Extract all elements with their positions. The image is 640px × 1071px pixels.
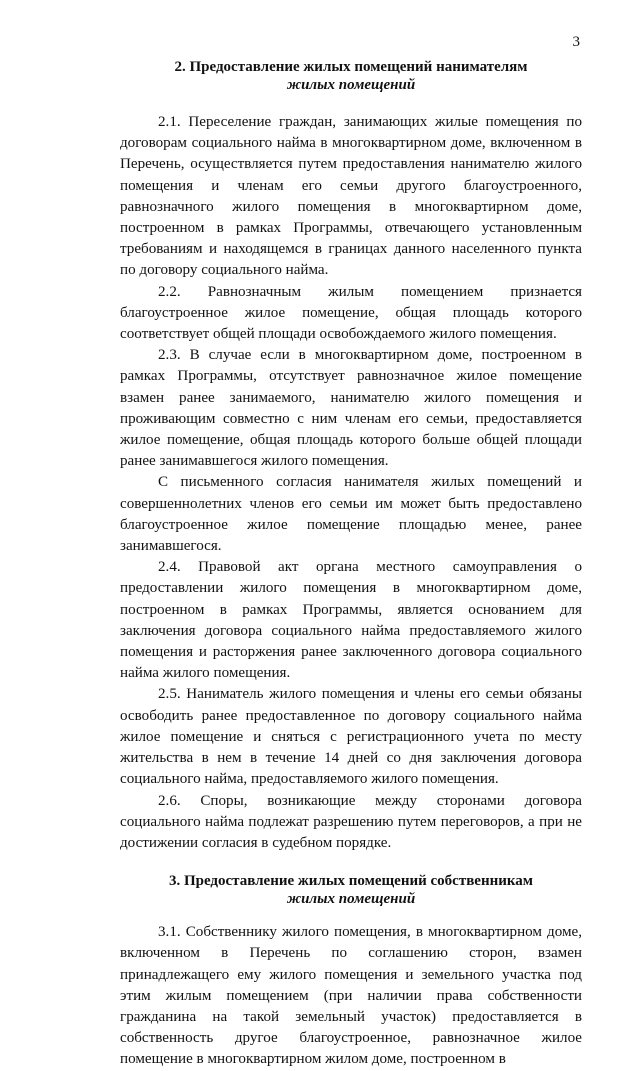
page-number: 3	[572, 34, 580, 50]
paragraph-2-3: 2.3. В случае если в многоквартирном доме, построенном в рамках Программы, отсутствует равнозначное жилое помещение взамен ранее занимаемого, нанимателю жилого помещения и проживающим совместно с ним членам его семьи, предоставляется жилое помещение, общая площадь которого больше общей площади ранее занимавшегося жилого помещения.	[120, 347, 582, 470]
paragraph-3-1: 3.1. Собственнику жилого помещения, в многоквартирном доме, включенном в Перечень по соглашению сторон, взамен принадлежащего ему жилого помещения и земельного участка под этим жилым помещением (при наличии права собственности гражданина на такой земельный участок) предоставляется в собственность другое благоустроенное, равнозначное жилое помещение в многоквартирном жилом доме, построенном в	[120, 924, 582, 1068]
paragraph-2-1: 2.1. Переселение граждан, занимающих жилые помещения по договорам социального найма в многоквартирном доме, включенном в Перечень, осуществляется путем предоставления нанимателю жилого помещения и членам его семьи другого благоустроенного, равнозначного жилого помещения в многоквартирном доме, построенном в рамках Программы, отвечающего установленным требованиям и находящемся в границах данного населенного пункта по договору социального найма.	[120, 114, 582, 279]
section-3-heading	[120, 872, 582, 908]
document-body	[120, 58, 582, 1071]
section-3-heading-line-1: 3. Предоставление жилых помещений собственникам	[168, 873, 534, 890]
section-2-heading	[120, 58, 582, 94]
paragraph-2-3-consent: С письменного согласия нанимателя жилых помещений и совершеннолетних членов его семьи им может быть предоставлено благоустроенное жилое помещение площадью менее, ранее занимавшегося.	[120, 474, 582, 555]
paragraph-2-2: 2.2. Равнозначным жилым помещением признается благоустроенное жилое помещение, общая площадь которого соответствует общей площади освобождаемого жилого помещения.	[120, 283, 582, 343]
section-2-heading-line-2: жилых помещений	[286, 77, 416, 93]
paragraph-2-5: 2.5. Наниматель жилого помещения и члены его семьи обязаны освободить ранее предоставленное по договору социального найма жилое помещение и сняться с регистрационного учета по месту жительства в нем в течение 14 дней со дня заключения договора социального найма, предоставляемого жилого помещения.	[120, 686, 582, 788]
paragraph-2-6: 2.6. Споры, возникающие между сторонами договора социального найма подлежат разрешению путем переговоров, а при не достижении согласия в судебном порядке.	[120, 792, 582, 851]
section-3-heading-line-2: жилых помещений	[286, 891, 416, 908]
paragraph-2-4: 2.4. Правовой акт органа местного самоуправления о предоставлении жилого помещения в многоквартирном доме, построенном в рамках Программы, является основанием для заключения договора социального найма предоставляемого жилого помещения и расторжения ранее заключенного договора социального найма жилого помещения.	[120, 559, 582, 682]
section-2-heading-line-1: 2. Предоставление жилых помещений нанимателям	[174, 59, 528, 75]
